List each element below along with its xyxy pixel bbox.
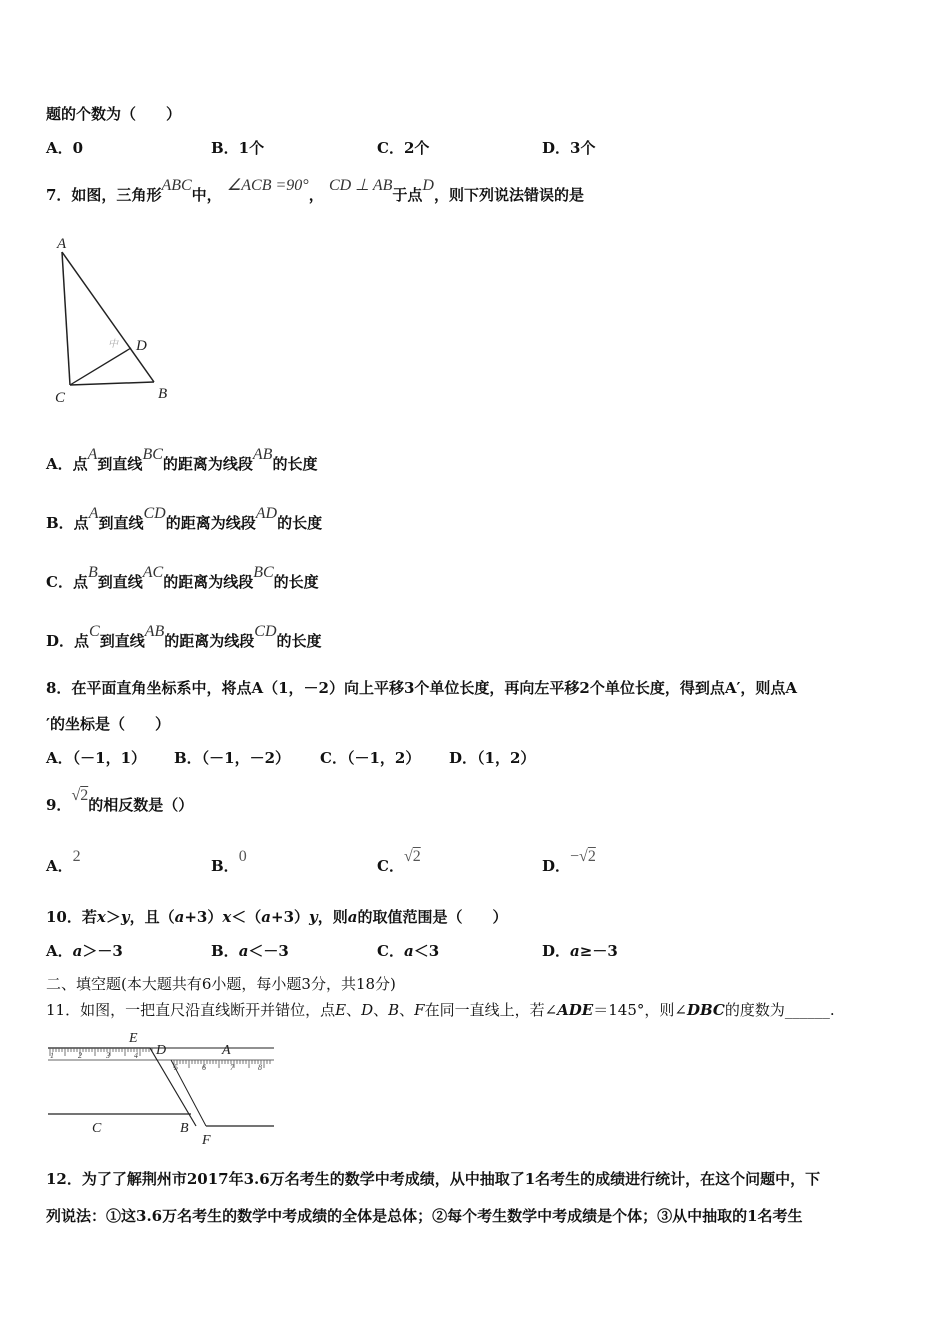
q8-option-a[interactable]: A．（－1，1） [46, 749, 147, 767]
tick-1: 1 [50, 1051, 54, 1060]
q7-option-b[interactable]: B．点A到直线CD的距离为线段AD的长度 [46, 505, 323, 532]
q11-ruler-figure [46, 1026, 278, 1148]
q8-option-b[interactable]: B．（－1，－2） [174, 749, 291, 767]
sqrt-icon: √2 [71, 787, 89, 804]
q11-stem: 11．如图，一把直尺沿直线断开并错位，点E、D、B、F在同一直线上，若∠ADE＝145°，则∠DBC的度数为______. [46, 1001, 835, 1019]
q6-option-a[interactable]: A．0 [46, 139, 84, 157]
label-c: C [55, 390, 66, 406]
tick-7: 7 [230, 1063, 234, 1072]
q8-option-d[interactable]: D．（1，2） [449, 749, 536, 767]
q7-stem: 7．如图，三角形ABC中， ∠ACB =90°， CD ⊥ AB于点D，则下列说法错误的是 [46, 177, 584, 204]
label-d: D [136, 338, 147, 354]
q10-option-d[interactable]: D．a≥－3 [542, 942, 618, 960]
q8-option-c[interactable]: C．（－1，2） [320, 749, 421, 767]
tick-3: 3 [106, 1051, 110, 1060]
q6-option-b[interactable]: B．1个 [211, 139, 265, 157]
q12-line1: 12．为了了解荆州市2017年3.6万名考生的数学中考成绩，从中抽取了1名考生的成绩进行统计，在这个问题中，下 [46, 1170, 821, 1188]
q7-option-c[interactable]: C．点B到直线AC的距离为线段BC的长度 [46, 564, 319, 591]
math-angle-acb: ∠ACB =90° [226, 177, 309, 194]
label-d: D [156, 1043, 167, 1058]
tick-5: 5 [174, 1063, 178, 1072]
q12-line2: 列说法：①这3.6万名考生的数学中考成绩的全体是总体；②每个考生数学中考成绩是个体；③从中抽取的1名考生 [46, 1207, 803, 1225]
math-d: D [422, 177, 434, 194]
q9-stem: 9．√2的相反数是（） [46, 787, 194, 814]
label-b: B [180, 1121, 189, 1136]
q10-stem: 10．若x＞y，且（a+3）x＜（a+3）y，则a的取值范围是（ ） [46, 908, 508, 926]
q10-option-c[interactable]: C．a＜3 [377, 942, 440, 960]
q7-option-d[interactable]: D．点C到直线AB的距离为线段CD的长度 [46, 623, 322, 650]
section-2-title: 二、填空题(本大题共有6小题，每小题3分，共18分) [46, 975, 396, 993]
tick-2: 2 [78, 1051, 82, 1060]
tick-6: 6 [202, 1063, 206, 1072]
q9-option-a[interactable]: A．2 [46, 848, 81, 875]
math-abc: ABC [161, 177, 192, 194]
q10-option-a[interactable]: A．a＞－3 [46, 942, 123, 960]
q6-option-c[interactable]: C．2个 [377, 139, 430, 157]
q7-triangle-figure [46, 230, 186, 410]
label-a: A [57, 236, 67, 252]
q8-line1: 8．在平面直角坐标系中，将点A（1，－2）向上平移3个单位长度，再向左平移2个单位长度，得到点A′，则点A [46, 679, 798, 697]
q8-line2: ′的坐标是（ ） [46, 715, 170, 733]
math-cd-perp-ab: CD ⊥ AB [328, 177, 393, 194]
label-c: C [92, 1121, 102, 1136]
label-b: B [158, 386, 168, 402]
q9-option-c[interactable]: C．√2 [377, 848, 421, 875]
q9-option-b[interactable]: B．0 [211, 848, 247, 875]
tick-4: 4 [134, 1051, 138, 1060]
q9-option-d[interactable]: D．−√2 [542, 848, 596, 875]
faint-mark: 中 [108, 339, 118, 350]
q6-option-d[interactable]: D．3个 [542, 139, 596, 157]
label-a: A [222, 1043, 231, 1058]
label-f: F [202, 1133, 211, 1148]
label-e: E [129, 1031, 138, 1046]
q10-option-b[interactable]: B．a＜－3 [211, 942, 289, 960]
answer-blank[interactable]: ______ [784, 1001, 830, 1019]
q7-option-a[interactable]: A．点A到直线BC的距离为线段AB的长度 [46, 446, 318, 473]
q6-tail: 题的个数为（ ） [46, 105, 182, 123]
tick-8: 8 [258, 1063, 262, 1072]
